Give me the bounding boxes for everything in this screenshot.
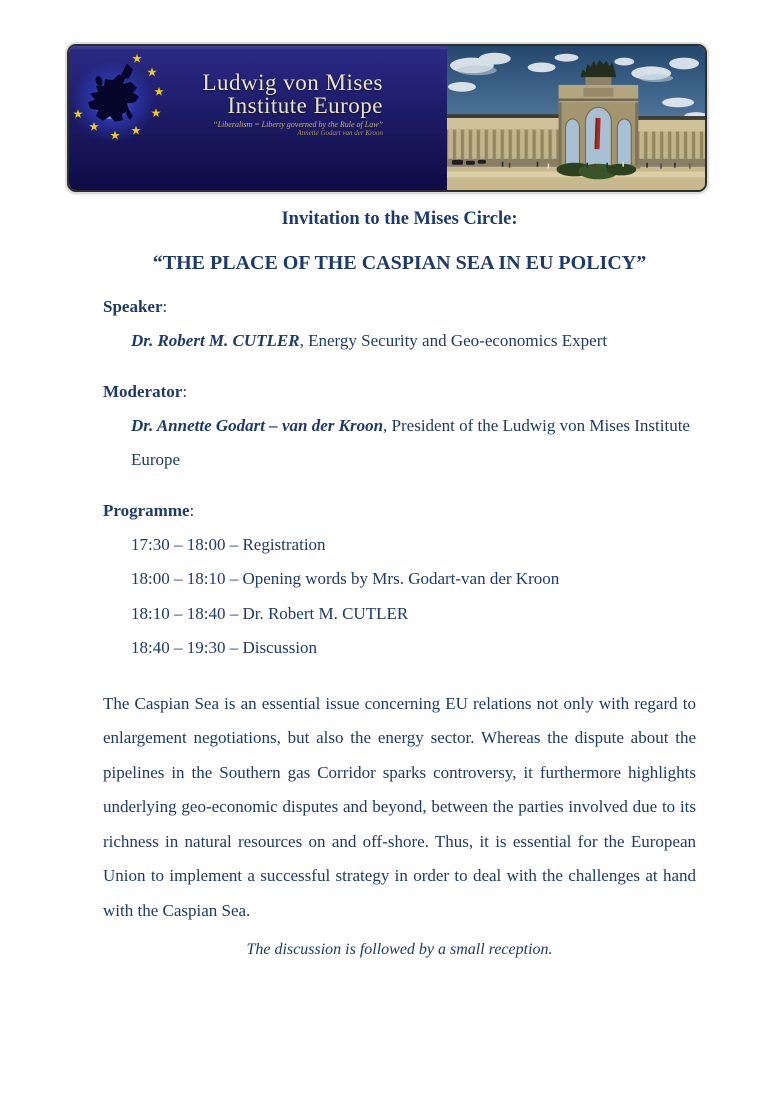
- programme-item: 18:00 – 18:10 – Opening words by Mrs. Godart-van der Kroon: [131, 569, 560, 588]
- org-name-line2: Institute Europe: [227, 93, 383, 118]
- org-name-line1: Ludwig von Mises: [202, 70, 383, 95]
- event-title: “THE PLACE OF THE CASPIAN SEA IN EU POLICY”: [152, 252, 647, 274]
- speaker-label: [103, 290, 696, 324]
- speaker-detail: [103, 324, 696, 359]
- banner-logo-panel: [69, 46, 447, 190]
- colonnade-right: [636, 116, 705, 167]
- colonnade-left: [447, 114, 561, 167]
- banner-text-block: [203, 71, 384, 137]
- moderator-label: [103, 375, 696, 409]
- speaker-name: Dr. Robert M. CUTLER: [131, 331, 300, 350]
- banner-tagline: “Liberalism = Liberty governed by the Rule of Law”: [213, 120, 383, 129]
- speaker-label-text: Speaker: [103, 297, 163, 316]
- speaker-label-colon: :: [162, 297, 168, 316]
- banner-tagline-author: Annette Godart van der Kroon: [297, 129, 383, 137]
- programme-label: [103, 494, 696, 528]
- header-banner: [67, 44, 707, 192]
- speaker-description: , Energy Security and Geo-economics Expert: [299, 331, 608, 350]
- arch-photo: [447, 46, 705, 190]
- cinquantenaire-arch-illustration: [447, 46, 705, 190]
- document-content: [103, 206, 696, 963]
- moderator-description: , President of the Ludwig von Mises Institute Europe: [131, 415, 690, 469]
- moderator-name: Dr. Annette Godart – van der Kroon: [131, 415, 384, 435]
- invitation-heading: Invitation to the Mises Circle:: [281, 209, 518, 229]
- programme-item: 18:10 – 18:40 – Dr. Robert M. CUTLER: [131, 603, 409, 623]
- programme-item: 18:40 – 19:30 – Discussion: [131, 638, 318, 657]
- programme-label-text: Programme: [103, 500, 190, 520]
- moderator-label-text: Moderator: [103, 381, 183, 401]
- body-paragraph: The Caspian Sea is an essential issue concerning EU relations not only with regard to enlargement negotiations, but also the energy sector. Whereas the dispute about the pipelines in the Southern gas Corridor sparks controversy, it furthermore highlights underlying geo-economic disputes and beyond, between the parties involved due to its richness in natural resources on and off-shore. Thus, it is essential for the European Union to implement a successful strategy in order to deal with the challenges at hand with the Caspian Sea.: [103, 693, 696, 921]
- closing-note: The discussion is followed by a small reception.: [246, 940, 553, 958]
- programme-label-colon: :: [189, 500, 195, 520]
- moderator-detail: [103, 409, 696, 478]
- programme-item: 17:30 – 18:00 – Registration: [131, 534, 326, 554]
- programme-list: [103, 528, 696, 666]
- moderator-label-colon: :: [182, 381, 188, 401]
